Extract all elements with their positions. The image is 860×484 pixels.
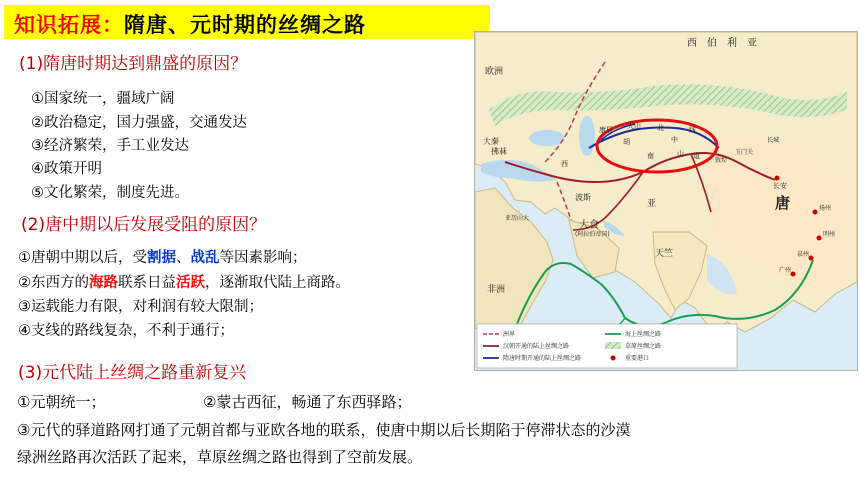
- section2-point-1: [18, 249, 307, 267]
- section2-heading: (2)唐中期以后发展受阻的原因？: [21, 215, 267, 235]
- label-daqin: 大秦: [483, 137, 499, 146]
- keyword-huoyue: 活跃: [176, 275, 205, 291]
- title-label: 知识拓展：: [14, 13, 124, 37]
- label-bei: 北: [657, 124, 664, 132]
- slide-title: [14, 9, 366, 39]
- label-zhong: 中: [671, 136, 678, 144]
- legend-swatch: [611, 356, 616, 361]
- label-tiansan: 天山: [627, 122, 641, 130]
- section1-point: ③经济繁荣，手工业发达: [31, 138, 189, 154]
- title-bar: [4, 5, 490, 39]
- port-dot: [791, 272, 796, 277]
- label-guangzhou: 广州: [779, 267, 792, 274]
- section2-point-2: [18, 274, 350, 292]
- port-dot: [809, 256, 814, 261]
- section2-point-4: ④支线的路线复杂，不利于通行；: [18, 323, 234, 339]
- port-dot: [813, 210, 818, 215]
- label-yumen: 玉门关: [735, 149, 754, 156]
- label-shan: 山: [677, 150, 684, 158]
- label-dashi-sub: (阿拉伯帝国): [575, 231, 610, 238]
- section1-point: ①国家统一，疆域广阔: [31, 91, 175, 107]
- silk-road-map: [474, 31, 858, 371]
- section1-heading: (1)隋唐时期达到鼎盛的原因？: [19, 54, 248, 74]
- text: ①唐朝中期以后，受: [18, 250, 147, 266]
- text: 等因素影响；: [219, 250, 307, 266]
- caspian-sea: [579, 116, 595, 156]
- legend-label: 洲界: [503, 331, 516, 338]
- keyword-zhanluan: 战乱: [190, 250, 220, 266]
- label-nan: 南: [647, 152, 654, 160]
- city-dot: [775, 176, 780, 181]
- label-dao: 道: [693, 152, 700, 160]
- legend-swatch: [605, 342, 621, 349]
- section3-line3: 绿洲丝路再次活跃了起来，草原丝绸之路也得到了空前发展。: [17, 448, 423, 466]
- label-africa: 非洲: [487, 285, 506, 295]
- section2-point-3: ③运载能力有限，对利润有较大限制；: [18, 299, 263, 315]
- legend-label: 海上丝绸之路: [625, 331, 662, 338]
- text: 、: [176, 250, 191, 266]
- label-tianzhu: 天竺: [655, 249, 674, 259]
- legend-label: 草原丝绸之路: [625, 343, 662, 350]
- label-siberia: 西 伯 利 亚: [687, 38, 757, 49]
- label-asia: 亚: [647, 199, 657, 209]
- label-fulin: 拂菻: [491, 147, 507, 156]
- label-hu: 胡: [623, 138, 630, 146]
- label-yangzhou: 扬州: [819, 205, 832, 212]
- section3-heading: (3)元代陆上丝绸之路重新复兴: [18, 363, 247, 383]
- port-dot: [817, 236, 822, 241]
- label-alexandria: 亚历山大: [505, 215, 530, 222]
- label-changcheng: 长城: [767, 137, 780, 144]
- label-tang: 唐: [775, 194, 791, 212]
- map-svg: [475, 32, 857, 370]
- text: 联系日益: [118, 275, 176, 291]
- label-kangju: 康居: [599, 126, 613, 134]
- label-quanzhou: 泉州: [797, 251, 810, 258]
- keyword-geju: 割据: [147, 250, 176, 266]
- label-changan: 长安: [773, 182, 787, 190]
- legend-label: 汉朝开通的陆上丝绸之路: [503, 343, 570, 350]
- text: ②东西方的: [18, 275, 89, 291]
- label-dunhuang: 敦煌: [715, 157, 728, 164]
- label-mingzhou: 明州: [823, 231, 836, 238]
- label-dashi: 大食: [579, 220, 599, 231]
- section3-line2: ③元代的驿道路网打通了元朝首都与亚欧各地的联系，使唐中期以后长期陷于停滞状态的沙漠: [17, 421, 631, 439]
- black-sea: [529, 130, 565, 146]
- text: ，逐渐取代陆上商路。: [205, 275, 350, 291]
- legend-label: 重要港口: [625, 355, 650, 362]
- section3-line1b: ②蒙古西征，畅通了东西驿路；: [203, 393, 412, 411]
- keyword-hailu: 海路: [89, 275, 118, 291]
- label-bosi: 波斯: [575, 193, 591, 202]
- section1-point: ⑤文化繁荣，制度先进。: [31, 185, 189, 201]
- label-xi: 西: [561, 160, 568, 168]
- label-europe: 欧洲: [485, 67, 504, 77]
- section3-line1a: ①元朝统一；: [17, 393, 106, 411]
- section1-point: ④政策开明: [31, 161, 102, 177]
- label-xian: 线: [689, 126, 696, 134]
- legend-label: 隋唐时期开通的陆上丝绸之路: [503, 355, 582, 362]
- title-text: 隋唐、元时期的丝绸之路: [124, 13, 366, 37]
- section1-point: ②政治稳定，国力强盛，交通发达: [31, 115, 247, 131]
